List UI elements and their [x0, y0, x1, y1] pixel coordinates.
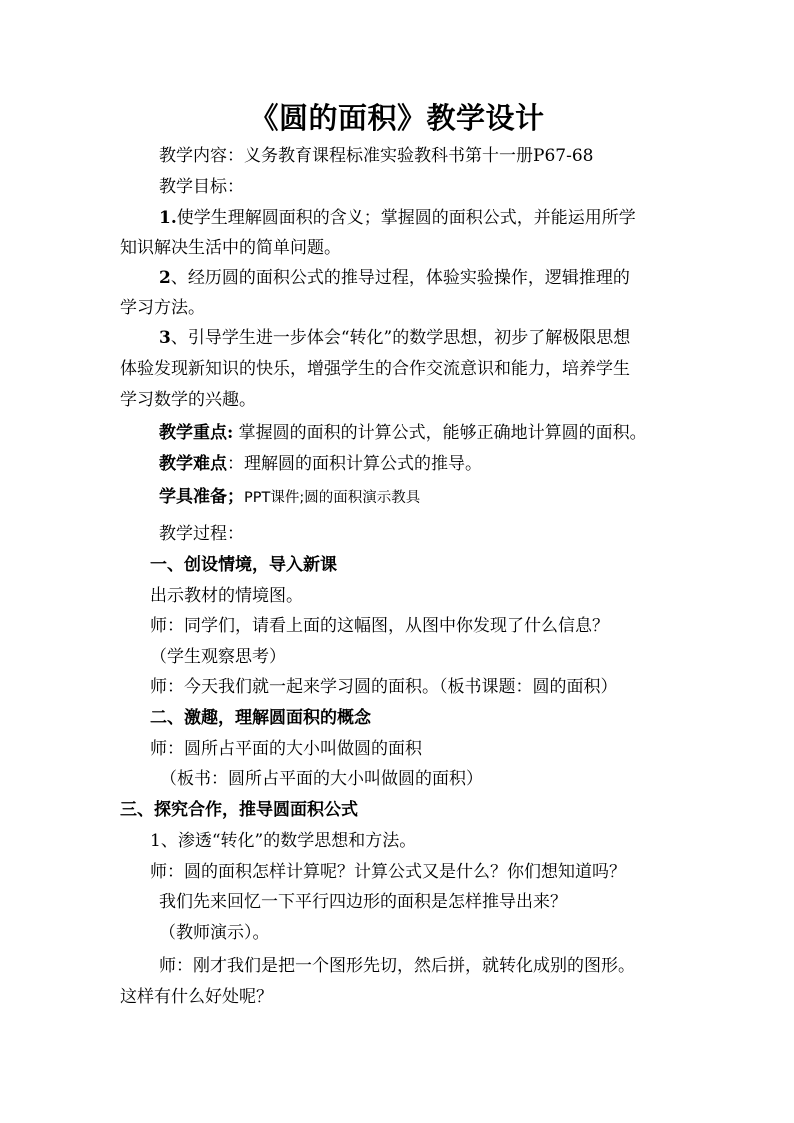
goal-3-text-1: 、引导学生进一步体会“转化”的数学思想，初步了解极限思想 — [170, 328, 631, 348]
section-1-line-1: 出示教材的情境图。 — [150, 586, 303, 606]
difficulty-value: ：理解圆的面积计算公式的推导。 — [227, 454, 482, 474]
goal-2-line-1 — [159, 266, 630, 290]
goal-3-line-3: 学习数学的兴趣。 — [120, 390, 256, 410]
key-point-value: 掌握圆的面积的计算公式，能够正确地计算圆的面积。 — [233, 423, 647, 443]
key-point-line — [159, 421, 647, 445]
section-1-line-4: 师：今天我们就一起来学习圆的面积。（板书课题：圆的面积） — [150, 677, 618, 697]
goal-1-line-1 — [159, 206, 636, 230]
section-3-heading: 三、探究合作，推导圆面积公式 — [120, 800, 358, 820]
goal-2-text-1: 、经历圆的面积公式的推导过程，体验实验操作，逻辑推理的 — [170, 268, 630, 288]
teaching-content-label: 教学内容： — [159, 146, 244, 166]
teaching-content-line — [159, 144, 593, 168]
section-3-line-5: 师：刚才我们是把一个图形先切，然后拼，就转化成别的图形。 — [159, 956, 635, 976]
goal-1-text-1: 使学生理解圆面积的含义；掌握圆的面积公式，并能运用所学 — [176, 208, 636, 228]
section-3-line-3: 我们先来回忆一下平行四边形的面积是怎样推导出来？ — [159, 892, 567, 912]
tools-label: 学具准备 — [159, 487, 227, 507]
section-2-line-2: （板书：圆所占平面的大小叫做圆的面积） — [160, 769, 483, 789]
teaching-goals-label: 教学目标： — [159, 177, 244, 197]
goal-1-number: 1. — [159, 208, 177, 228]
tools-line — [159, 485, 420, 510]
tools-separator: ； — [227, 487, 244, 507]
section-1-line-2: 师：同学们，请看上面的这幅图，从图中你发现了什么信息？ — [150, 616, 609, 636]
teaching-content-value: 义务教育课程标准实验教科书第十一册P67-68 — [244, 146, 594, 166]
goal-3-line-2: 体验发现新知识的快乐，增强学生的合作交流意识和能力，培养学生 — [120, 359, 630, 379]
document-title: 《圆的面积》教学设计 — [249, 101, 545, 135]
goal-2-number: 2 — [159, 268, 171, 288]
tools-value: PPT课件;圆的面积演示教具 — [244, 490, 421, 506]
section-3-line-4: （教师演示）。 — [159, 923, 270, 943]
difficulty-label: 教学难点 — [159, 454, 227, 474]
section-1-heading: 一、创设情境，导入新课 — [150, 555, 337, 575]
difficulty-line — [159, 452, 482, 476]
section-2-heading: 二、激趣，理解圆面积的概念 — [150, 708, 371, 728]
key-point-label: 教学重点: — [159, 423, 234, 443]
goal-1-line-2: 知识解决生活中的简单问题。 — [120, 238, 341, 258]
section-3-line-2: 师：圆的面积怎样计算呢？计算公式又是什么？你们想知道吗？ — [150, 862, 626, 882]
teaching-process-label: 教学过程： — [159, 524, 244, 544]
goal-3-line-1 — [159, 326, 630, 350]
section-3-line-1: 1、渗透“转化”的数学思想和方法。 — [150, 831, 417, 851]
section-3-line-6: 这样有什么好处呢？ — [120, 987, 273, 1007]
section-1-line-3: （学生观察思考） — [150, 647, 286, 667]
goal-2-line-2: 学习方法。 — [120, 298, 205, 318]
goal-3-number: 3 — [159, 328, 171, 348]
section-2-line-1: 师：圆所占平面的大小叫做圆的面积 — [150, 739, 422, 759]
